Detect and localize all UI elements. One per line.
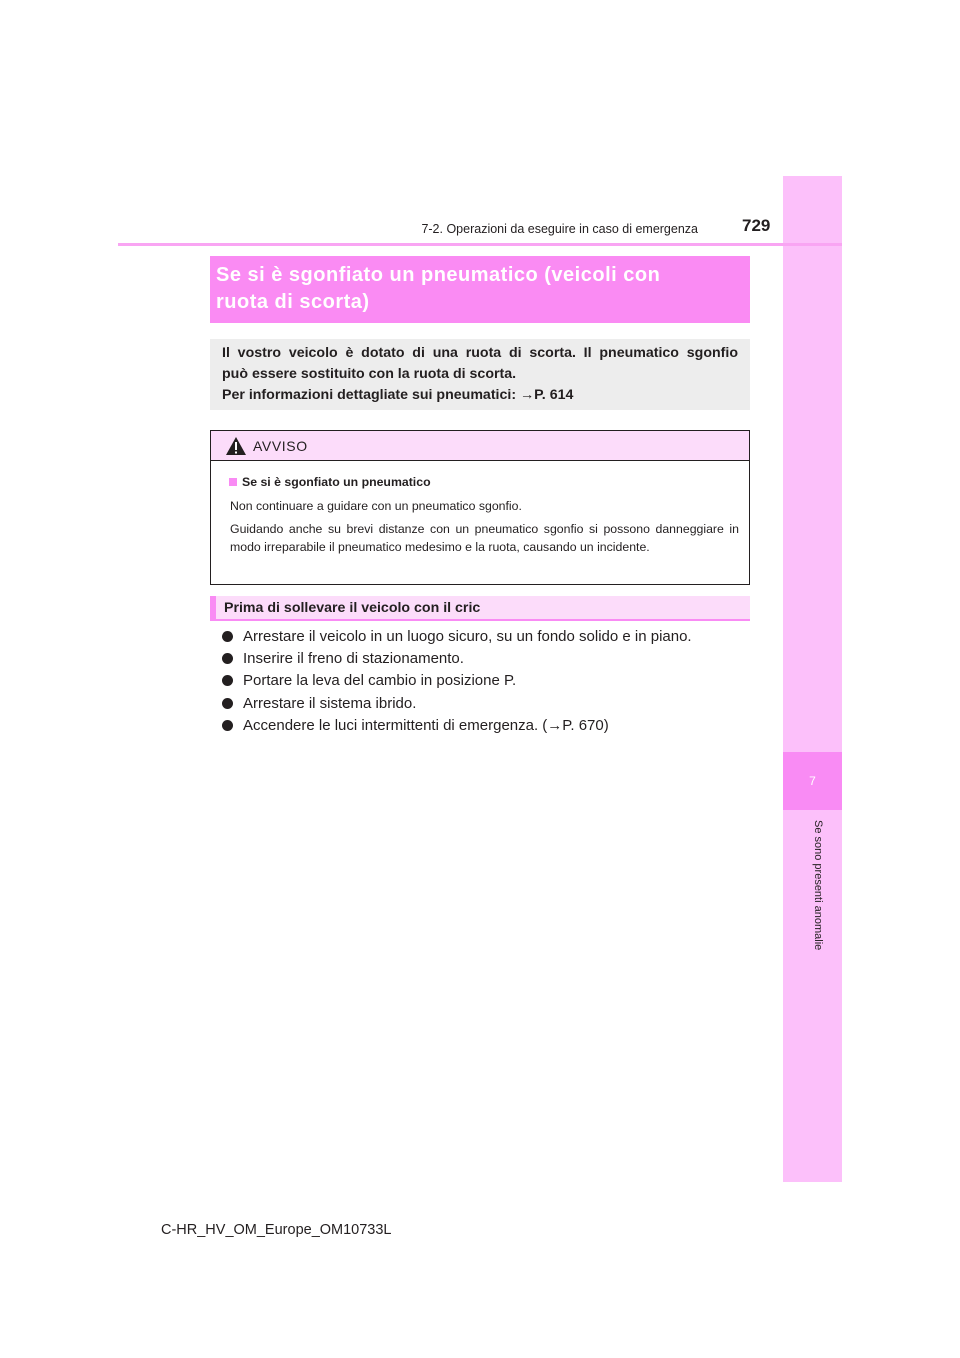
intro-line-3: Per informazioni dettagliate sui pneumatici: →P. 614 bbox=[222, 387, 574, 403]
bullet-dot-icon bbox=[222, 675, 233, 686]
list-item bbox=[222, 625, 692, 647]
chapter-side-tab bbox=[783, 176, 842, 1182]
warning-subtitle-text: Se si è sgonfiato un pneumatico bbox=[242, 475, 431, 489]
list-item-text: Accendere le luci intermittenti di emergenza. (→P. 670) bbox=[243, 717, 609, 735]
bullet-dot-icon bbox=[222, 631, 233, 642]
warning-subtitle bbox=[229, 473, 739, 491]
warning-title: AVVISO bbox=[253, 437, 308, 454]
list-item bbox=[222, 692, 692, 714]
page-title-box bbox=[210, 256, 750, 323]
list-item-text: Inserire il freno di stazionamento. bbox=[243, 650, 464, 668]
warning-box bbox=[210, 430, 750, 585]
bullet-dot-icon bbox=[222, 720, 233, 731]
footer-doc-code: C-HR_HV_OM_Europe_OM10733L bbox=[161, 1222, 392, 1238]
intro-line-2: può essere sostituito con la ruota di scorta. bbox=[222, 366, 517, 382]
bullet-dot-icon bbox=[222, 653, 233, 664]
intro-line-1: Il vostro veicolo è dotato di una ruota di scorta. Il pneumatico sgonfio bbox=[222, 345, 738, 361]
list-item-text: Arrestare il sistema ibrido. bbox=[243, 694, 417, 712]
bullet-dot-icon bbox=[222, 698, 233, 709]
chapter-number: 7 bbox=[783, 752, 842, 810]
section-heading bbox=[210, 596, 750, 621]
page-title-line-1: Se si è sgonfiato un pneumatico (veicoli con bbox=[216, 264, 661, 286]
square-bullet-icon bbox=[229, 478, 237, 486]
warning-header bbox=[211, 431, 749, 461]
section-heading-bar bbox=[210, 596, 216, 619]
list-item-text: Arrestare il veicolo in un luogo sicuro, su un fondo solido e in piano. bbox=[243, 627, 692, 645]
list-item bbox=[222, 715, 692, 737]
warning-paragraph-2: Guidando anche su brevi distanze con un pneumatico sgonfio si possono danneggiare in modo irreparabile il pneumatico medesimo e la ruota, causando un incidente. bbox=[230, 522, 739, 554]
list-item bbox=[222, 670, 692, 692]
header-divider bbox=[118, 243, 842, 246]
page-number: 729 bbox=[742, 216, 771, 235]
chapter-label: Se sono presenti anomalie bbox=[812, 820, 824, 951]
header-section-title: 7-2. Operazioni da eseguire in caso di emergenza bbox=[421, 222, 698, 236]
intro-box bbox=[210, 339, 750, 410]
section-heading-text: Prima di sollevare il veicolo con il cric bbox=[224, 600, 481, 616]
warning-body bbox=[211, 461, 749, 556]
list-item-text: Portare la leva del cambio in posizione P. bbox=[243, 672, 517, 690]
bullet-list bbox=[222, 625, 692, 737]
page-title-line-2: ruota di scorta) bbox=[216, 291, 370, 313]
warning-triangle-icon bbox=[225, 436, 247, 456]
warning-paragraph-1: Non continuare a guidare con un pneumatico sgonfio. bbox=[230, 499, 522, 513]
list-item bbox=[222, 647, 692, 669]
